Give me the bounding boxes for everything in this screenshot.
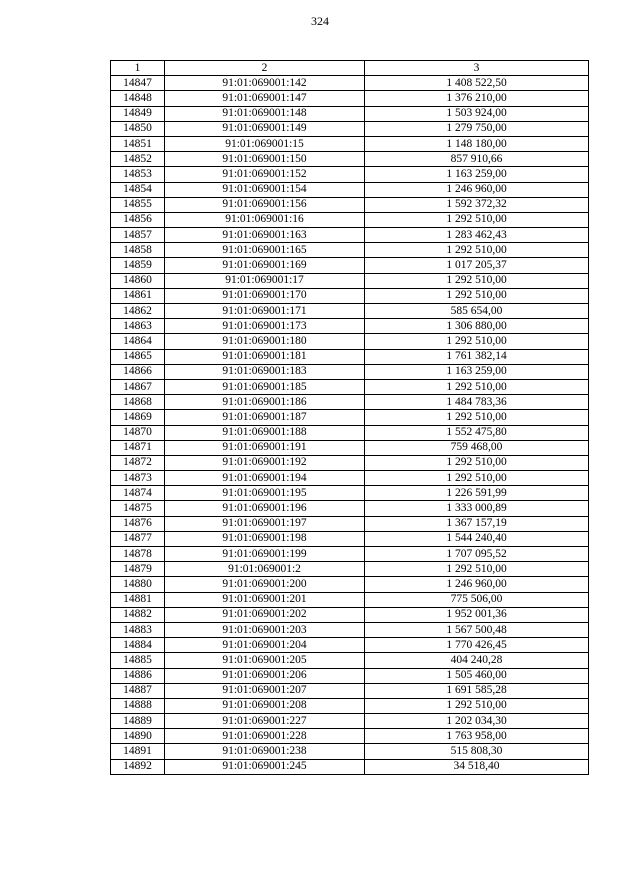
table-row <box>111 501 589 516</box>
table-row <box>111 607 589 622</box>
table-row <box>111 622 589 637</box>
value-cell: 775 506,00 <box>365 592 589 607</box>
cadastral-number-cell: 91:01:069001:186 <box>165 395 365 410</box>
cadastral-number-cell: 91:01:069001:201 <box>165 592 365 607</box>
row-number-cell: 14885 <box>111 653 165 668</box>
cadastral-number-cell: 91:01:069001:245 <box>165 759 365 774</box>
cadastral-number-cell: 91:01:069001:165 <box>165 243 365 258</box>
value-cell: 1 763 958,00 <box>365 729 589 744</box>
cadastral-number-cell: 91:01:069001:148 <box>165 106 365 121</box>
cadastral-number-cell: 91:01:069001:170 <box>165 288 365 303</box>
row-number-cell: 14873 <box>111 471 165 486</box>
row-number-cell: 14851 <box>111 136 165 151</box>
row-number-cell: 14868 <box>111 395 165 410</box>
row-number-cell: 14875 <box>111 501 165 516</box>
row-number-cell: 14854 <box>111 182 165 197</box>
cadastral-number-cell: 91:01:069001:163 <box>165 228 365 243</box>
table-row <box>111 698 589 713</box>
table-row <box>111 744 589 759</box>
row-number-cell: 14883 <box>111 622 165 637</box>
value-cell: 1 292 510,00 <box>365 243 589 258</box>
value-cell: 1 567 500,48 <box>365 622 589 637</box>
value-cell: 34 518,40 <box>365 759 589 774</box>
cadastral-number-cell: 91:01:069001:173 <box>165 319 365 334</box>
value-cell: 1 505 460,00 <box>365 668 589 683</box>
value-cell: 1 202 034,30 <box>365 714 589 729</box>
cadastral-number-cell: 91:01:069001:17 <box>165 273 365 288</box>
table-row <box>111 714 589 729</box>
value-cell: 1 292 510,00 <box>365 455 589 470</box>
table-row <box>111 319 589 334</box>
row-number-cell: 14864 <box>111 334 165 349</box>
table-row <box>111 197 589 212</box>
value-cell: 857 910,66 <box>365 152 589 167</box>
table-row <box>111 273 589 288</box>
cadastral-number-cell: 91:01:069001:150 <box>165 152 365 167</box>
table-row <box>111 516 589 531</box>
row-number-cell: 14850 <box>111 121 165 136</box>
value-cell: 1 246 960,00 <box>365 577 589 592</box>
table-row <box>111 152 589 167</box>
cadastral-number-cell: 91:01:069001:206 <box>165 668 365 683</box>
cadastral-number-cell: 91:01:069001:180 <box>165 334 365 349</box>
row-number-cell: 14848 <box>111 91 165 106</box>
table-row <box>111 91 589 106</box>
value-cell: 1 292 510,00 <box>365 273 589 288</box>
value-cell: 1 292 510,00 <box>365 562 589 577</box>
row-number-cell: 14884 <box>111 638 165 653</box>
row-number-cell: 14870 <box>111 425 165 440</box>
table-row <box>111 212 589 227</box>
value-cell: 1 163 259,00 <box>365 167 589 182</box>
row-number-cell: 14867 <box>111 379 165 394</box>
row-number-cell: 14872 <box>111 455 165 470</box>
cadastral-number-cell: 91:01:069001:156 <box>165 197 365 212</box>
table-row <box>111 349 589 364</box>
table-row <box>111 288 589 303</box>
value-cell: 1 292 510,00 <box>365 212 589 227</box>
value-cell: 1 017 205,37 <box>365 258 589 273</box>
cadastral-number-cell: 91:01:069001:2 <box>165 562 365 577</box>
value-cell: 1 367 157,19 <box>365 516 589 531</box>
value-cell: 1 279 750,00 <box>365 121 589 136</box>
value-cell: 1 408 522,50 <box>365 76 589 91</box>
value-cell: 1 503 924,00 <box>365 106 589 121</box>
table-row <box>111 136 589 151</box>
cadastral-number-cell: 91:01:069001:238 <box>165 744 365 759</box>
cadastral-number-cell: 91:01:069001:147 <box>165 91 365 106</box>
column-header-3: 3 <box>365 61 589 76</box>
cadastral-number-cell: 91:01:069001:192 <box>165 455 365 470</box>
value-cell: 1 292 510,00 <box>365 334 589 349</box>
cadastral-number-cell: 91:01:069001:202 <box>165 607 365 622</box>
row-number-cell: 14892 <box>111 759 165 774</box>
value-cell: 1 592 372,32 <box>365 197 589 212</box>
table-row <box>111 486 589 501</box>
table-row <box>111 440 589 455</box>
table-row <box>111 395 589 410</box>
value-cell: 1 283 462,43 <box>365 228 589 243</box>
table-row <box>111 668 589 683</box>
value-cell: 1 292 510,00 <box>365 379 589 394</box>
value-cell: 1 761 382,14 <box>365 349 589 364</box>
row-number-cell: 14852 <box>111 152 165 167</box>
row-number-cell: 14877 <box>111 531 165 546</box>
table-row <box>111 547 589 562</box>
table-row <box>111 455 589 470</box>
row-number-cell: 14876 <box>111 516 165 531</box>
cadastral-number-cell: 91:01:069001:154 <box>165 182 365 197</box>
cadastral-number-cell: 91:01:069001:16 <box>165 212 365 227</box>
table-row <box>111 471 589 486</box>
cadastral-number-cell: 91:01:069001:181 <box>165 349 365 364</box>
row-number-cell: 14853 <box>111 167 165 182</box>
table-row <box>111 228 589 243</box>
cadastral-number-cell: 91:01:069001:200 <box>165 577 365 592</box>
value-cell: 759 468,00 <box>365 440 589 455</box>
row-number-cell: 14849 <box>111 106 165 121</box>
cadastral-number-cell: 91:01:069001:142 <box>165 76 365 91</box>
table-row <box>111 76 589 91</box>
cadastral-number-cell: 91:01:069001:208 <box>165 698 365 713</box>
table-row <box>111 106 589 121</box>
table-row <box>111 334 589 349</box>
value-cell: 515 808,30 <box>365 744 589 759</box>
cadastral-number-cell: 91:01:069001:199 <box>165 547 365 562</box>
value-cell: 1 246 960,00 <box>365 182 589 197</box>
cadastral-number-cell: 91:01:069001:198 <box>165 531 365 546</box>
row-number-cell: 14887 <box>111 683 165 698</box>
row-number-cell: 14880 <box>111 577 165 592</box>
table-row <box>111 121 589 136</box>
row-number-cell: 14859 <box>111 258 165 273</box>
row-number-cell: 14857 <box>111 228 165 243</box>
cadastral-number-cell: 91:01:069001:185 <box>165 379 365 394</box>
table-row <box>111 243 589 258</box>
cadastral-number-cell: 91:01:069001:191 <box>165 440 365 455</box>
row-number-cell: 14878 <box>111 547 165 562</box>
row-number-cell: 14869 <box>111 410 165 425</box>
column-header-1: 1 <box>111 61 165 76</box>
value-cell: 585 654,00 <box>365 304 589 319</box>
table-row <box>111 182 589 197</box>
value-cell: 1 148 180,00 <box>365 136 589 151</box>
table-row <box>111 683 589 698</box>
value-cell: 1 707 095,52 <box>365 547 589 562</box>
cadastral-number-cell: 91:01:069001:15 <box>165 136 365 151</box>
row-number-cell: 14882 <box>111 607 165 622</box>
value-cell: 1 292 510,00 <box>365 410 589 425</box>
cadastral-number-cell: 91:01:069001:194 <box>165 471 365 486</box>
row-number-cell: 14866 <box>111 364 165 379</box>
row-number-cell: 14862 <box>111 304 165 319</box>
value-cell: 1 691 585,28 <box>365 683 589 698</box>
row-number-cell: 14855 <box>111 197 165 212</box>
table-row <box>111 379 589 394</box>
table-row <box>111 531 589 546</box>
table-body <box>111 76 589 775</box>
cadastral-number-cell: 91:01:069001:205 <box>165 653 365 668</box>
cadastral-number-cell: 91:01:069001:149 <box>165 121 365 136</box>
header-row <box>111 61 589 76</box>
cadastral-number-cell: 91:01:069001:203 <box>165 622 365 637</box>
table-row <box>111 653 589 668</box>
table-row <box>111 592 589 607</box>
table-row <box>111 577 589 592</box>
value-cell: 1 292 510,00 <box>365 288 589 303</box>
page-number: 324 <box>311 14 329 28</box>
value-cell: 1 333 000,89 <box>365 501 589 516</box>
row-number-cell: 14890 <box>111 729 165 744</box>
table-row <box>111 410 589 425</box>
row-number-cell: 14865 <box>111 349 165 364</box>
cadastral-number-cell: 91:01:069001:195 <box>165 486 365 501</box>
cadastral-value-table <box>110 60 589 775</box>
cadastral-number-cell: 91:01:069001:187 <box>165 410 365 425</box>
cadastral-number-cell: 91:01:069001:227 <box>165 714 365 729</box>
value-cell: 404 240,28 <box>365 653 589 668</box>
row-number-cell: 14863 <box>111 319 165 334</box>
row-number-cell: 14847 <box>111 76 165 91</box>
cadastral-number-cell: 91:01:069001:183 <box>165 364 365 379</box>
value-cell: 1 952 001,36 <box>365 607 589 622</box>
row-number-cell: 14860 <box>111 273 165 288</box>
table-row <box>111 759 589 774</box>
cadastral-number-cell: 91:01:069001:169 <box>165 258 365 273</box>
value-cell: 1 292 510,00 <box>365 698 589 713</box>
value-cell: 1 770 426,45 <box>365 638 589 653</box>
table-row <box>111 258 589 273</box>
row-number-cell: 14886 <box>111 668 165 683</box>
value-cell: 1 163 259,00 <box>365 364 589 379</box>
value-cell: 1 306 880,00 <box>365 319 589 334</box>
value-cell: 1 544 240,40 <box>365 531 589 546</box>
row-number-cell: 14858 <box>111 243 165 258</box>
cadastral-number-cell: 91:01:069001:171 <box>165 304 365 319</box>
row-number-cell: 14888 <box>111 698 165 713</box>
table-row <box>111 638 589 653</box>
row-number-cell: 14856 <box>111 212 165 227</box>
column-header-2: 2 <box>165 61 365 76</box>
cadastral-number-cell: 91:01:069001:197 <box>165 516 365 531</box>
cadastral-number-cell: 91:01:069001:228 <box>165 729 365 744</box>
row-number-cell: 14889 <box>111 714 165 729</box>
value-cell: 1 226 591,99 <box>365 486 589 501</box>
cadastral-number-cell: 91:01:069001:196 <box>165 501 365 516</box>
cadastral-number-cell: 91:01:069001:204 <box>165 638 365 653</box>
row-number-cell: 14881 <box>111 592 165 607</box>
cadastral-number-cell: 91:01:069001:152 <box>165 167 365 182</box>
row-number-cell: 14861 <box>111 288 165 303</box>
value-cell: 1 484 783,36 <box>365 395 589 410</box>
table-row <box>111 562 589 577</box>
row-number-cell: 14871 <box>111 440 165 455</box>
table-row <box>111 364 589 379</box>
table-row <box>111 304 589 319</box>
table-row <box>111 425 589 440</box>
cadastral-number-cell: 91:01:069001:188 <box>165 425 365 440</box>
row-number-cell: 14879 <box>111 562 165 577</box>
value-cell: 1 552 475,80 <box>365 425 589 440</box>
table-row <box>111 729 589 744</box>
cadastral-number-cell: 91:01:069001:207 <box>165 683 365 698</box>
row-number-cell: 14874 <box>111 486 165 501</box>
value-cell: 1 376 210,00 <box>365 91 589 106</box>
row-number-cell: 14891 <box>111 744 165 759</box>
table-row <box>111 167 589 182</box>
value-cell: 1 292 510,00 <box>365 471 589 486</box>
